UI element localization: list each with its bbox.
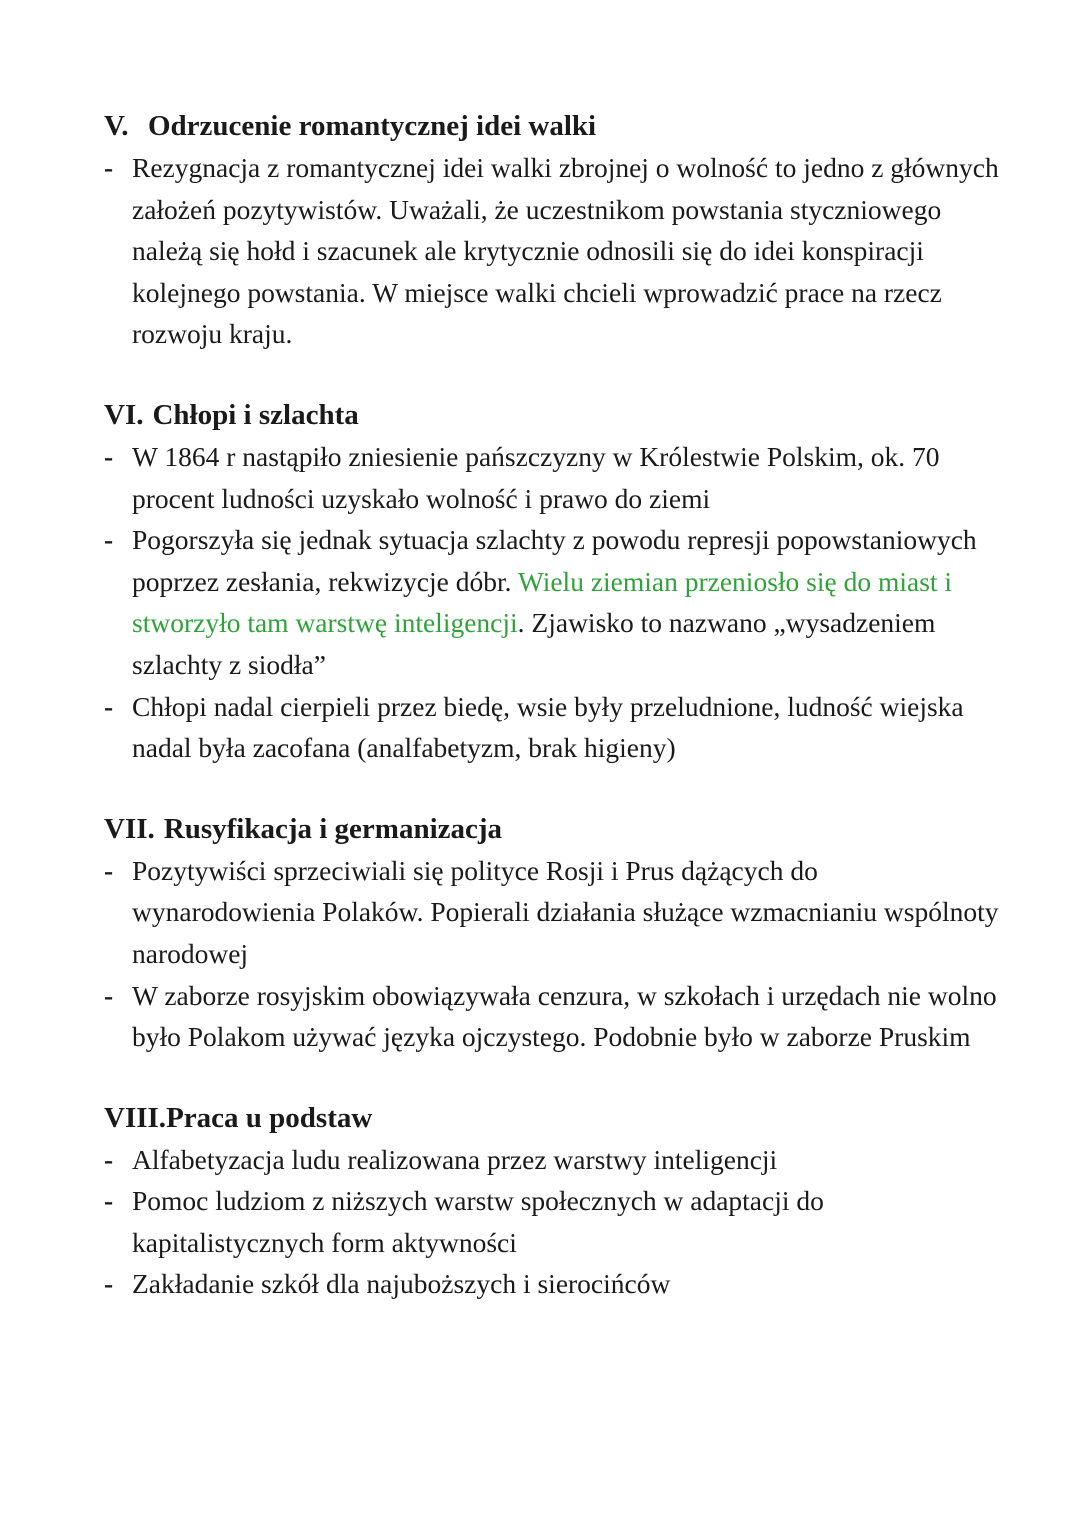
item-text: W 1864 r nastąpiło zniesienie pańszczyzny w Królestwie Polskim, ok. 70 procent ludności uzyskało wolność i prawo do ziemi xyxy=(132,440,940,514)
list-item xyxy=(104,147,1004,355)
section-heading xyxy=(104,1098,1004,1139)
section-number: V. xyxy=(104,110,129,142)
item-text: Pogorszyła się jednak sytuacja szlachty z powodu represji popowstaniowych poprzez zesłania, rekwizycje dóbr. xyxy=(132,524,977,597)
section-title: Rusyfikacja i germanizacja xyxy=(163,812,503,845)
list-item xyxy=(104,975,1004,1058)
item-text: Rezygnacja z romantycznej idei walki zbrojnej o wolność to jedno z głównych założeń pozytywistów. Uważali, że uczestnikom powstania styczniowego należą się hołd i szacunek ale krytycznie odnosili się do idei konspiracji kolejnego powstania. W miejsce walki chcieli wprowadzić prace na rzecz rozwoju kraju. xyxy=(132,152,999,350)
item-text: Pozytywiści sprzeciwiali się polityce Rosji i Prus dążących do wynarodowienia Polaków. Popierali działania służące wzmacnianiu wspólnoty narodowej xyxy=(132,854,999,969)
bullet-list xyxy=(104,436,1004,769)
bullet-list xyxy=(104,147,1004,355)
item-text: Chłopi nadal cierpieli przez biedę, wsie były przeludnione, ludność wiejska nadal była zacofana (analfabetyzm, brak higieny) xyxy=(132,690,964,764)
list-item xyxy=(104,519,1004,685)
list-item xyxy=(104,436,1004,519)
section-viii xyxy=(104,1098,1004,1305)
item-text: W zaborze rosyjskim obowiązywała cenzura, w szkołach i urzędach nie wolno było Polakom używać języka ojczystego. Podobnie było w zaborze Pruskim xyxy=(132,979,997,1053)
item-text: Zakładanie szkół dla najuboższych i sierocińców xyxy=(132,1268,671,1300)
section-heading xyxy=(104,106,1004,147)
list-item xyxy=(104,686,1004,769)
item-text: . Zjawisko to nazwano „wysadzeniem szlachty z siodła” xyxy=(132,607,936,680)
highlighted-text: Wielu ziemian przeniosło się do miast i stworzyło tam warstwę inteligencji xyxy=(132,565,953,639)
section-number: VIII. xyxy=(104,1101,167,1134)
bullet-list xyxy=(104,1139,1004,1305)
list-item xyxy=(104,850,1004,975)
list-item xyxy=(104,1263,1004,1305)
bullet-list xyxy=(104,850,1004,1058)
section-title: Praca u podstaw xyxy=(166,1101,373,1134)
item-text: Pomoc ludziom z niższych warstw społecznych w adaptacji do kapitalistycznych form aktywności xyxy=(132,1185,824,1258)
list-item xyxy=(104,1139,1004,1181)
list-item xyxy=(104,1180,1004,1263)
item-text: Alfabetyzacja ludu realizowana przez warstwy inteligencji xyxy=(132,1143,778,1175)
section-heading xyxy=(104,395,1004,436)
section-title: Odrzucenie romantycznej idei walki xyxy=(148,110,597,142)
section-number: VI. xyxy=(104,398,144,431)
section-v xyxy=(104,106,1004,355)
document-page xyxy=(104,106,1004,1345)
section-vi xyxy=(104,395,1004,769)
section-number: VII. xyxy=(104,812,155,845)
section-title: Chłopi i szlachta xyxy=(152,398,359,431)
section-vii xyxy=(104,809,1004,1058)
section-heading xyxy=(104,809,1004,850)
